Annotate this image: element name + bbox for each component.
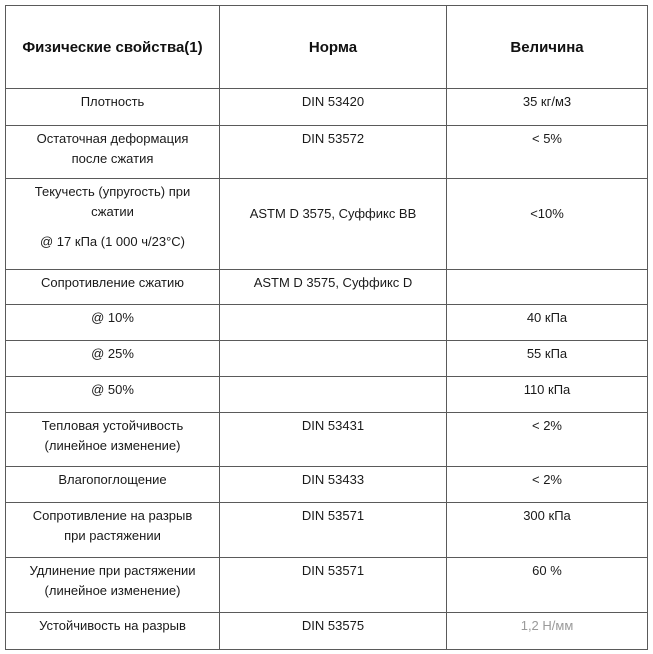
table-row (6, 89, 648, 126)
norm-cell (220, 305, 447, 341)
table-row (6, 503, 648, 558)
norm-cell: DIN 53571 (220, 558, 447, 613)
table-row (6, 179, 648, 270)
norm-cell: DIN 53433 (220, 467, 447, 503)
header-value: Величина (447, 6, 648, 89)
property-cell: @ 50% (6, 377, 220, 413)
value-cell: < 5% (447, 126, 648, 179)
norm-cell: DIN 53572 (220, 126, 447, 179)
norm-cell: DIN 53571 (220, 503, 447, 558)
property-cell: Плотность (6, 89, 220, 126)
norm-cell: DIN 53431 (220, 413, 447, 467)
table-row (6, 270, 648, 305)
table-row (6, 613, 648, 650)
value-cell (447, 270, 648, 305)
table-row (6, 413, 648, 467)
property-cell: Сопротивление на разрыв при растяжении (6, 503, 220, 558)
value-cell: < 2% (447, 467, 648, 503)
property-cell: Влагопоглощение (6, 467, 220, 503)
value-cell: 60 % (447, 558, 648, 613)
norm-cell: ASTM D 3575, Суффикс ВВ (220, 179, 447, 270)
table-row (6, 341, 648, 377)
property-cell: Текучесть (упругость) при сжатии @ 17 кПа (1 000 ч/23°С) (6, 179, 220, 270)
property-cell: Устойчивость на разрыв (6, 613, 220, 650)
value-cell: 110 кПа (447, 377, 648, 413)
property-cell: @ 10% (6, 305, 220, 341)
property-cell: Удлинение при растяжении (линейное изменение) (6, 558, 220, 613)
property-cell: Сопротивление сжатию (6, 270, 220, 305)
value-cell: 40 кПа (447, 305, 648, 341)
property-cell: @ 25% (6, 341, 220, 377)
norm-cell: DIN 53420 (220, 89, 447, 126)
norm-cell (220, 341, 447, 377)
norm-cell: ASTM D 3575, Суффикс D (220, 270, 447, 305)
table-row (6, 377, 648, 413)
value-cell: <10% (447, 179, 648, 270)
property-cell: Остаточная деформация после сжатия (6, 126, 220, 179)
property-cell: Тепловая устойчивость (линейное изменение) (6, 413, 220, 467)
table-row (6, 305, 648, 341)
physical-properties-table (5, 5, 648, 650)
value-cell: 300 кПа (447, 503, 648, 558)
table-row (6, 558, 648, 613)
table-header-row (6, 6, 648, 89)
value-cell: < 2% (447, 413, 648, 467)
header-norm: Норма (220, 6, 447, 89)
header-properties: Физические свойства(1) (6, 6, 220, 89)
norm-cell: DIN 53575 (220, 613, 447, 650)
norm-cell (220, 377, 447, 413)
value-cell: 1,2 Н/мм (447, 613, 648, 650)
value-cell: 55 кПа (447, 341, 648, 377)
value-cell: 35 кг/м3 (447, 89, 648, 126)
table-row (6, 126, 648, 179)
table-row (6, 467, 648, 503)
